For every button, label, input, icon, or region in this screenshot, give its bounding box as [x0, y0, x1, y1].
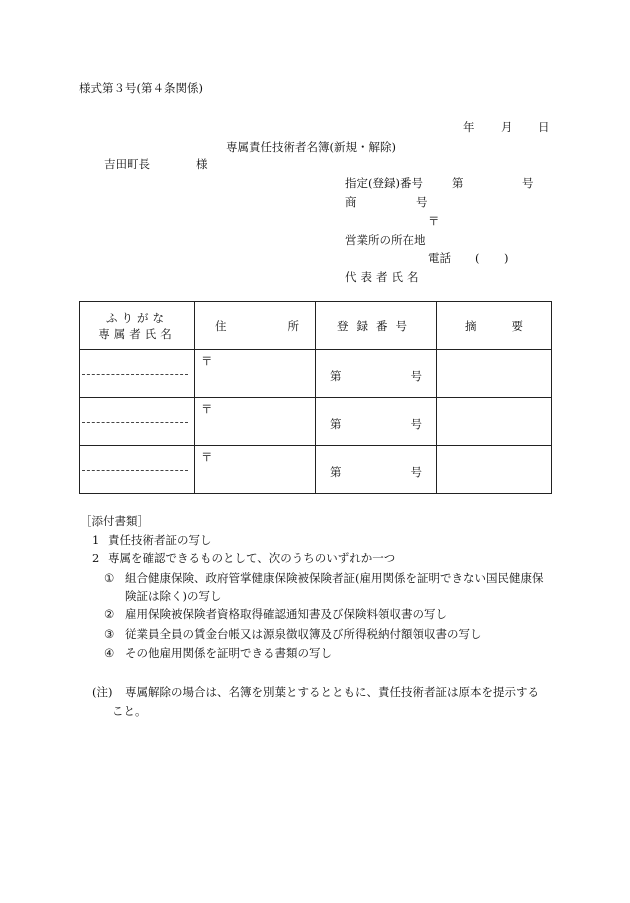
notes-cell[interactable] [437, 446, 552, 494]
header-member-name: 専属者氏名 [98, 326, 176, 341]
header-address [195, 302, 316, 350]
zip-mark: 〒 [201, 354, 213, 368]
address-cell[interactable] [195, 398, 316, 446]
registration-cell[interactable] [316, 350, 437, 398]
num-prefix: 第 [330, 417, 342, 431]
postal-mark: 〒 [428, 214, 440, 228]
attachments-heading: ［添付書類］ [80, 514, 149, 528]
table-row [80, 398, 552, 446]
form-label: 様式第３号(第４条関係) [79, 81, 203, 95]
num-prefix: 第 [330, 369, 342, 383]
sub-item-text: 組合健康保険、政府管掌健康保険被保険者証(雇用関係を証明できない国民健康保 [125, 571, 544, 585]
header-address-2: 所 [287, 318, 299, 333]
representative-name-label: 代表者氏名 [345, 270, 423, 284]
zip-mark: 〒 [201, 450, 213, 464]
num-suffix: 号 [410, 417, 422, 431]
header-registration-number [316, 302, 437, 350]
date-day: 日 [538, 120, 550, 134]
sub-item-text: その他雇用関係を証明できる書類の写し [125, 646, 332, 660]
header-furigana: ふりがな [106, 310, 168, 325]
header-notes-1: 摘 [465, 318, 477, 333]
addressee-honorific: 様 [196, 157, 208, 171]
attachment-2-num: 2 [92, 551, 100, 565]
notes-cell[interactable] [437, 350, 552, 398]
date-month: 月 [501, 120, 513, 134]
num-suffix: 号 [410, 369, 422, 383]
attachment-1-text: 責任技術者証の写し [108, 533, 212, 547]
sub-item-text: 雇用保険被保険者資格取得確認通知書及び保険料領収書の写し [125, 607, 447, 621]
name-cell[interactable] [80, 398, 195, 446]
address-cell[interactable] [195, 446, 316, 494]
header-address-1: 住 [215, 318, 227, 333]
sub-item-num: ④ [104, 646, 115, 660]
num-suffix: 号 [410, 465, 422, 479]
designation-number-label: 指定(登録)番号 [345, 176, 423, 190]
header-name [80, 302, 195, 350]
registration-table [79, 301, 552, 494]
attachment-1-num: 1 [92, 533, 100, 547]
trade-name-label-2: 号 [416, 195, 428, 209]
notes-cell[interactable] [437, 398, 552, 446]
header-registration-text: 登録番号 [337, 318, 415, 333]
sub-item-num: ③ [104, 627, 115, 641]
address-cell[interactable] [195, 350, 316, 398]
zip-mark: 〒 [201, 402, 213, 416]
registration-cell[interactable] [316, 446, 437, 494]
phone-paren-open: ( [475, 251, 480, 265]
name-cell[interactable] [80, 446, 195, 494]
phone-paren-close: ) [504, 251, 509, 265]
note-label: (注) [92, 685, 113, 699]
designation-suffix: 号 [522, 176, 534, 190]
trade-name-label-1: 商 [345, 195, 357, 209]
header-notes [437, 302, 552, 350]
table-row [80, 446, 552, 494]
sub-item-text-cont: 険証は除く)の写し [125, 589, 222, 603]
registration-cell[interactable] [316, 398, 437, 446]
note-text-cont: こと。 [112, 704, 147, 718]
office-address-label: 営業所の所在地 [345, 233, 426, 247]
attachment-2-text: 専属を確認できるものとして、次のうちのいずれか一つ [108, 551, 396, 565]
addressee-mayor: 吉田町長 [104, 157, 150, 171]
phone-label: 電話 [428, 251, 451, 265]
furigana-divider [82, 470, 188, 471]
table-header-row [80, 302, 552, 350]
header-notes-2: 要 [511, 318, 523, 333]
table-row [80, 350, 552, 398]
designation-prefix: 第 [452, 176, 464, 190]
furigana-divider [82, 422, 188, 423]
note-text: 専属解除の場合は、名簿を別葉とするとともに、責任技術者証は原本を提示する [125, 685, 539, 699]
sub-item-num: ② [104, 607, 115, 621]
sub-item-num: ① [104, 571, 115, 585]
document-title: 専属責任技術者名簿(新規・解除) [226, 140, 396, 154]
num-prefix: 第 [330, 465, 342, 479]
name-cell[interactable] [80, 350, 195, 398]
date-year: 年 [463, 120, 475, 134]
furigana-divider [82, 374, 188, 375]
sub-item-text: 従業員全員の賃金台帳又は源泉徴収簿及び所得税納付額領収書の写し [125, 627, 482, 641]
